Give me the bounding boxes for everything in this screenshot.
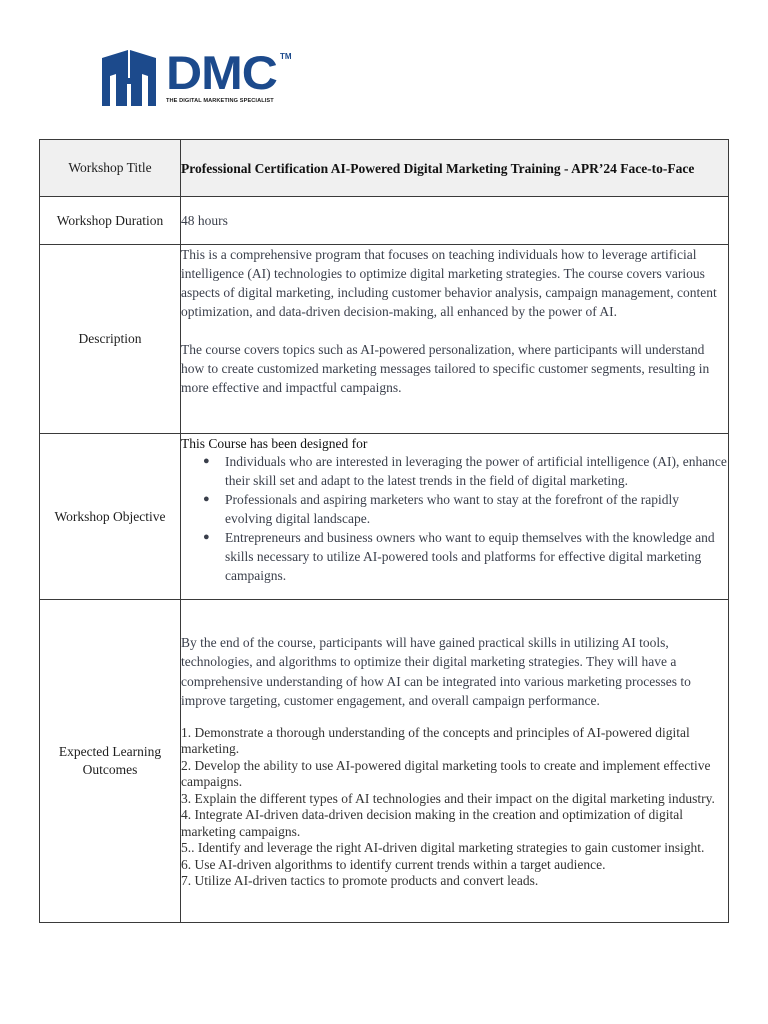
list-item: 2. Develop the ability to use AI-powered digital marketing tools to create and implement effective campaigns. — [181, 757, 711, 789]
row-learning-outcomes — [40, 600, 729, 923]
logo-brand-text: DMC — [166, 46, 277, 100]
label-description: Description — [40, 245, 181, 434]
value-workshop-objective — [181, 434, 729, 600]
value-workshop-title: Professional Certification AI-Powered Digital Marketing Training - APR’24 Face-to-Face — [181, 140, 729, 197]
list-item: 3. Explain the different types of AI technologies and their impact on the digital marketing industry. — [181, 790, 715, 806]
list-item: 1. Demonstrate a thorough understanding of the concepts and principles of AI-powered digital marketing. — [181, 724, 690, 756]
objective-intro: This Course has been designed for — [181, 436, 368, 451]
value-description — [181, 245, 729, 434]
value-workshop-duration: 48 hours — [181, 197, 729, 245]
row-description — [40, 245, 729, 434]
description-paragraph: The course covers topics such as AI-powered personalization, where participants will understand how to create customized marketing messages tailored to specific customer segments, resulting in more effective and impactful campaigns. — [181, 342, 710, 395]
label-workshop-title: Workshop Title — [40, 140, 181, 197]
workshop-info-table — [39, 139, 729, 923]
bullet-icon: ● — [203, 455, 210, 467]
row-workshop-duration — [40, 197, 729, 245]
list-item: ● Professionals and aspiring marketers who want to stay at the forefront of the rapidly evolving digital landscape. — [203, 492, 680, 526]
list-item: 6. Use AI-driven algorithms to identify current trends within a target audience. — [181, 856, 606, 872]
row-workshop-title — [40, 140, 729, 197]
dmc-logo-mark-icon — [100, 48, 160, 108]
value-learning-outcomes — [181, 600, 729, 923]
outcomes-intro: By the end of the course, participants will have gained practical skills in utilizing AI tools, technologies, and algorithms to optimize their digital marketing strategies. They will have a comprehensive understanding of how AI can be integrated into various marketing processes to improve targeting, customer engagement, and overall campaign performance. — [181, 634, 691, 708]
list-item: 4. Integrate AI-driven data-driven decision making in the creation and optimization of digital marketing campaigns. — [181, 807, 683, 839]
description-paragraph: This is a comprehensive program that focuses on teaching individuals how to leverage artificial intelligence (AI) technologies to optimize digital marketing strategies. The course covers various aspects of digital marketing, including customer behavior analysis, campaign management, content optimization, and data-driven decision-making, all enhanced by the power of AI. — [181, 247, 717, 319]
label-learning-outcomes: Expected Learning Outcomes — [40, 600, 181, 923]
logo-trademark: TM — [280, 52, 292, 61]
logo-tagline: THE DIGITAL MARKETING SPECIALIST — [166, 98, 274, 104]
row-workshop-objective — [40, 434, 729, 600]
list-item: ● Entrepreneurs and business owners who want to equip themselves with the knowledge and skills necessary to utilize AI-powered tools and platforms for effective digital marketing campaigns. — [203, 530, 715, 583]
label-workshop-duration: Workshop Duration — [40, 197, 181, 245]
dmc-logo — [100, 48, 300, 110]
bullet-icon: ● — [203, 493, 210, 505]
outcomes-list — [181, 725, 728, 890]
label-workshop-objective: Workshop Objective — [40, 434, 181, 600]
list-item: 7. Utilize AI-driven tactics to promote products and convert leads. — [181, 873, 539, 888]
list-item: ● Individuals who are interested in leveraging the power of artificial intelligence (AI), enhance their skill set and adapt to the latest trends in the field of digital marketing. — [203, 454, 727, 488]
bullet-icon: ● — [203, 531, 210, 543]
list-item: 5.. Identify and leverage the right AI-driven digital marketing strategies to gain customer insight. — [181, 840, 705, 855]
objective-bullet-list — [181, 452, 728, 585]
